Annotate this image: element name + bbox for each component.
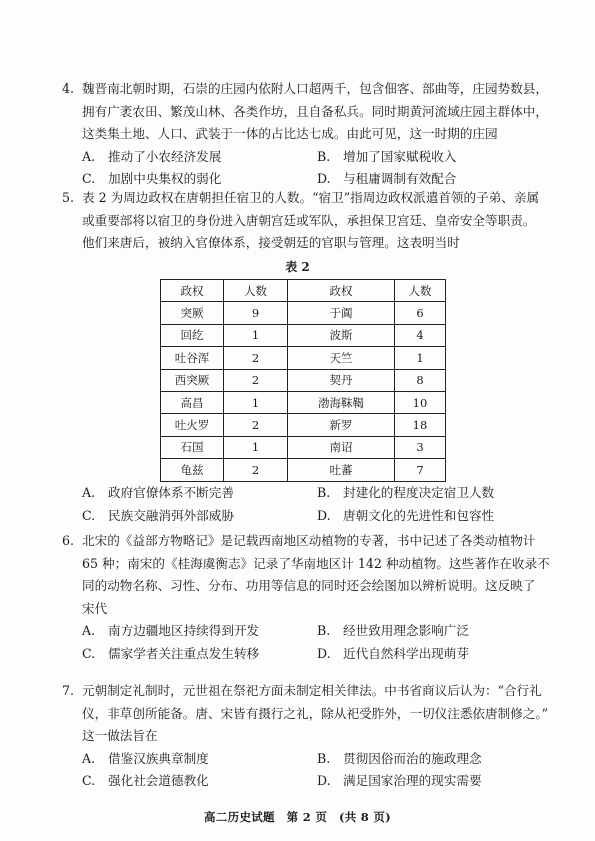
option-b[interactable]: B. 贯彻因俗而治的施政理念 <box>317 750 482 766</box>
table-cell: 契丹 <box>288 369 395 391</box>
question-4 <box>62 78 548 191</box>
option-d[interactable]: D. 与租庸调制有效配合 <box>317 171 457 186</box>
table-caption: 表 2 <box>285 260 310 274</box>
table-row <box>161 459 446 481</box>
question-7-line-2: 仪，非草创所能备。唐、宋皆有摄行之礼，除从祀受胙外，一切仪注悉依唐制修之。” <box>82 705 549 721</box>
table-header-row <box>161 280 446 302</box>
table-header-cell: 人数 <box>395 280 446 302</box>
table-cell: 渤海靺鞨 <box>288 391 395 413</box>
question-7 <box>62 680 549 793</box>
question-5-line-2: 或重要部将以宿卫的身份进入唐朝宫廷或军队，承担保卫宫廷、皇帝安全等职责。 <box>82 212 536 228</box>
option-d[interactable]: D. 近代自然科学出现萌芽 <box>317 645 469 661</box>
question-6-line-2: 65 种；南宋的《桂海虞衡志》记录了华南地区计 142 种动植物。这些著作在收录不 <box>82 555 550 571</box>
option-a[interactable]: A. 南方边疆地区持续得到开发 <box>82 623 260 638</box>
table-header-cell: 政权 <box>161 280 224 302</box>
table-cell: 4 <box>395 324 446 346</box>
table-cell: 吐火罗 <box>161 414 224 436</box>
table-cell: 吐谷浑 <box>161 347 224 369</box>
question-4-line-1: 4. 魏晋南北朝时期，石崇的庄园内依附人口超两千，包含佃客、部曲等，庄园势数县， <box>62 78 544 101</box>
question-6-line-3: 同的动物名称、习性、分布、功用等信息的同时还会绘图加以辨析说明。这反映了 <box>82 578 536 593</box>
option-c[interactable]: C. 加剧中央集权的弱化 <box>82 171 222 186</box>
question-7-number: 7. <box>62 683 75 698</box>
table-cell: 回纥 <box>161 324 224 346</box>
option-b[interactable]: B. 封建化的程度决定宿卫人数 <box>317 485 495 500</box>
table-header-cell: 政权 <box>288 280 395 302</box>
table-cell: 3 <box>395 436 446 458</box>
table-cell: 9 <box>224 302 288 324</box>
table-cell: 1 <box>395 347 446 369</box>
table-row <box>161 436 446 458</box>
question-4-line-2: 拥有广袤农田、繁茂山林、各类作坊，且自备私兵。同时期黄河流域庄园主群体中， <box>82 103 548 119</box>
table-cell: 波斯 <box>288 324 395 346</box>
option-c[interactable]: C. 民族交融消弭外部威胁 <box>82 507 234 523</box>
question-6 <box>62 530 550 665</box>
table-cell: 1 <box>224 391 288 413</box>
option-d[interactable]: D. 唐朝文化的先进性和包容性 <box>317 507 495 523</box>
option-a[interactable]: A. 政府官僚体系不断完善 <box>82 485 234 500</box>
table-cell: 1 <box>224 324 288 346</box>
question-5 <box>62 187 544 255</box>
option-c[interactable]: C. 强化社会道德教化 <box>82 773 209 788</box>
table-row <box>161 369 446 391</box>
question-6-line-1: 6. 北宋的《益部方物略记》是记载西南地区动植物的专著，书中记述了各类动植物计 <box>62 530 544 553</box>
table-cell: 18 <box>395 414 446 436</box>
table-cell: 7 <box>395 459 446 481</box>
table-row <box>161 347 446 369</box>
table-cell: 2 <box>224 459 288 481</box>
question-6-line-4: 宋代 <box>82 600 108 616</box>
page-footer: 高二历史试题 第 2 页 (共 8 页) <box>204 810 391 824</box>
question-4-number: 4. <box>62 81 75 96</box>
table-cell: 龟兹 <box>161 459 224 481</box>
table-cell: 吐蕃 <box>288 459 395 481</box>
table-cell: 突厥 <box>161 302 224 324</box>
table-row <box>161 391 446 413</box>
question-7-options <box>62 748 544 793</box>
table-cell: 8 <box>395 369 446 391</box>
table-cell: 10 <box>395 391 446 413</box>
table-cell: 西突厥 <box>161 369 224 391</box>
table-cell: 高昌 <box>161 391 224 413</box>
option-c[interactable]: C. 儒家学者关注重点发生转移 <box>82 645 260 661</box>
option-d[interactable]: D. 满足国家治理的现实需要 <box>317 773 482 788</box>
question-6-number: 6. <box>62 533 75 548</box>
table-cell: 南诏 <box>288 436 395 458</box>
table-cell: 于阗 <box>288 302 395 324</box>
option-a[interactable]: A. 借鉴汉族典章制度 <box>82 750 209 766</box>
table-cell: 2 <box>224 369 288 391</box>
question-5-number: 5. <box>62 190 75 205</box>
table-cell: 新罗 <box>288 414 395 436</box>
option-a[interactable]: A. 推动了小农经济发展 <box>82 148 222 164</box>
table-cell: 6 <box>395 302 446 324</box>
question-5-options <box>62 482 544 527</box>
table-row <box>161 414 446 436</box>
table-2 <box>160 279 446 482</box>
table-header-cell: 人数 <box>224 280 288 302</box>
question-5-options-block <box>62 482 544 527</box>
question-5-line-1: 5. 表 2 为周边政权在唐朝担任宿卫的人数。“宿卫”指周边政权派遣首领的子弟、亲属 <box>62 187 544 210</box>
option-b[interactable]: B. 经世致用理念影响广泛 <box>317 623 469 638</box>
table-cell: 天竺 <box>288 347 395 369</box>
table-cell: 2 <box>224 347 288 369</box>
table-cell: 2 <box>224 414 288 436</box>
question-5-line-3: 他们来唐后，被纳入官僚体系，接受朝廷的官职与管理。这表明当时 <box>82 235 460 250</box>
question-6-options <box>62 620 544 665</box>
question-7-line-3: 这一做法旨在 <box>82 728 158 743</box>
question-4-options <box>62 146 544 191</box>
question-4-line-3: 这类集土地、人口、武装于一体的占比达七成。由此可见，这一时期的庄园 <box>82 126 498 141</box>
question-7-line-1: 7. 元朝制定礼制时，元世祖在祭祀方面未制定相关律法。中书省商议后认为：“合行礼 <box>62 680 544 703</box>
table-row <box>161 302 446 324</box>
table-cell: 1 <box>224 436 288 458</box>
table-row <box>161 324 446 346</box>
option-b[interactable]: B. 增加了国家赋税收入 <box>317 148 457 164</box>
table-cell: 石国 <box>161 436 224 458</box>
